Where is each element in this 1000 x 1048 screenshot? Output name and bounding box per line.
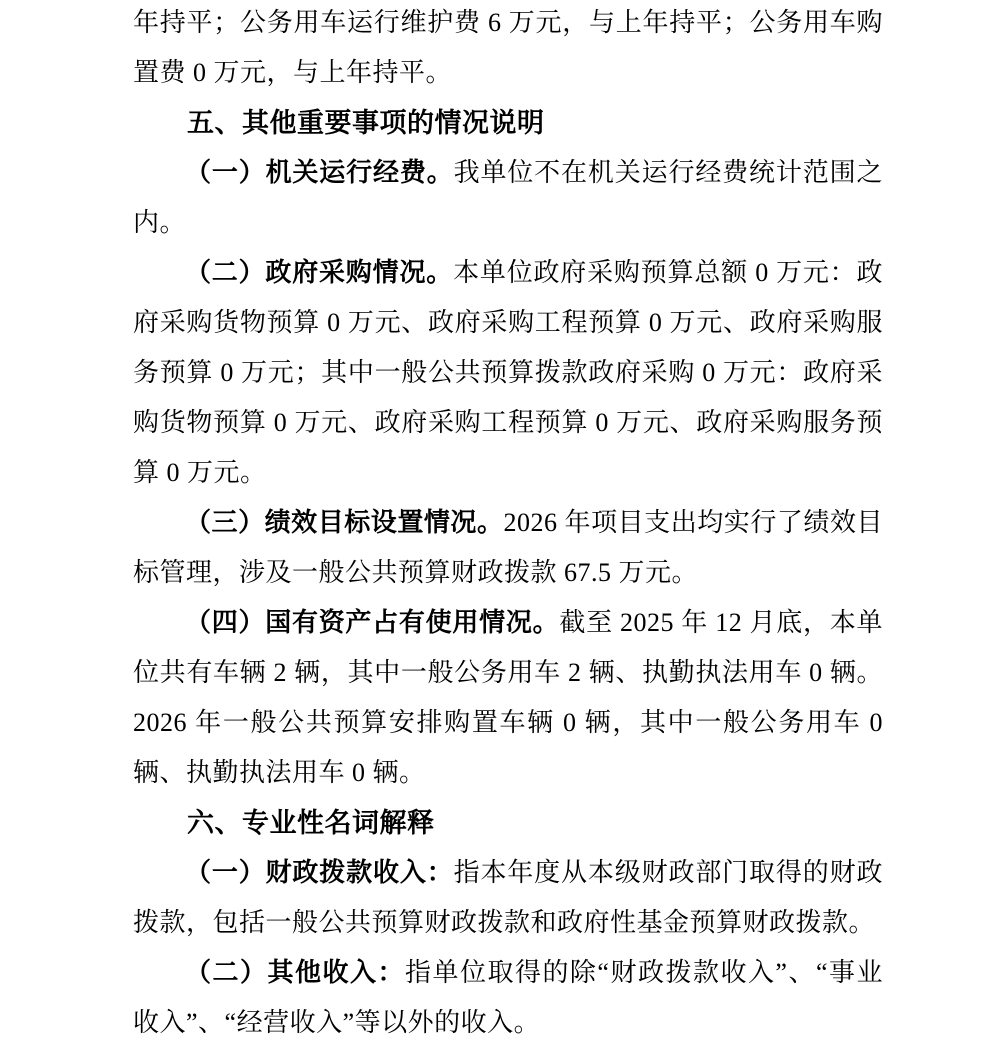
paragraph-lead: （一）机关运行经费。 <box>185 158 454 187</box>
paragraph: （三）绩效目标设置情况。2026 年项目支出均实行了绩效目标管理，涉及一般公共预算财政拨款 67.5 万元。 <box>133 508 883 587</box>
document-content <box>133 0 883 1048</box>
paragraph-lead: （二）其他收入： <box>185 958 405 987</box>
section-heading: 六、专业性名词解释 <box>187 808 435 838</box>
paragraph: （二）政府采购情况。本单位政府采购预算总额 0 万元：政府采购货物预算 0 万元、政府采购工程预算 0 万元、政府采购服务预算 0 万元；其中一般公共预算拨款政府采购 0 万元：政府采购货物预算 0 万元、政府采购工程预算 0 万元、政府采购服务预算 0 万元。 <box>133 258 883 487</box>
paragraph-lead: （一）财政拨款收入： <box>185 858 454 887</box>
paragraph-lead: （四）国有资产占有使用情况。 <box>185 608 560 637</box>
paragraph: （二）其他收入：指单位取得的除“财政拨款收入”、“事业收入”、“经营收入”等以外的收入。 <box>133 958 883 1037</box>
paragraph: （一）机关运行经费。我单位不在机关运行经费统计范围之内。 <box>133 158 883 237</box>
paragraph-lead: （二）政府采购情况。 <box>185 258 454 287</box>
paragraph: （一）财政拨款收入：指本年度从本级财政部门取得的财政拨款，包括一般公共预算财政拨款和政府性基金预算财政拨款。 <box>133 858 883 937</box>
paragraph: 年持平；公务用车运行维护费 6 万元，与上年持平；公务用车购置费 0 万元，与上年持平。 <box>133 8 883 87</box>
paragraph: （四）国有资产占有使用情况。截至 2025 年 12 月底，本单位共有车辆 2 辆，其中一般公务用车 2 辆、执勤执法用车 0 辆。2026 年一般公共预算安排购置车辆 0 辆，其中一般公务用车 0 辆、执勤执法用车 0 辆。 <box>133 608 883 787</box>
paragraph-lead: （三）绩效目标设置情况。 <box>185 508 504 537</box>
section-heading: 五、其他重要事项的情况说明 <box>187 108 545 138</box>
